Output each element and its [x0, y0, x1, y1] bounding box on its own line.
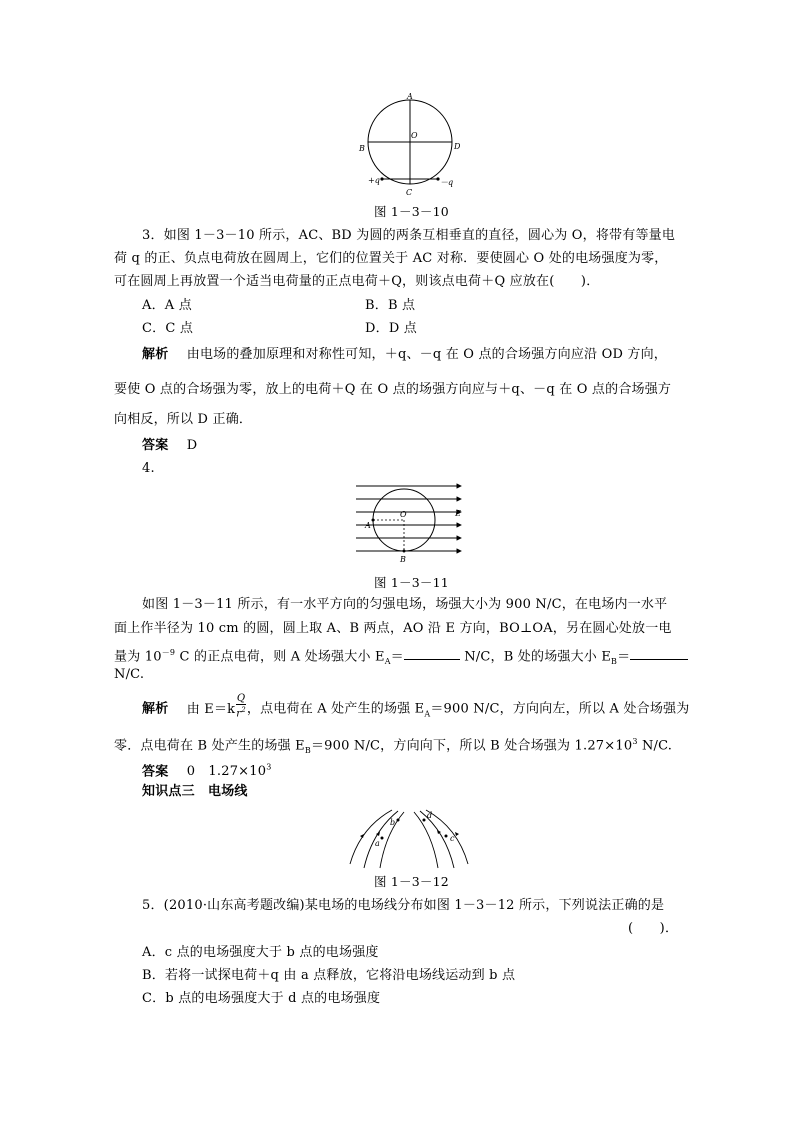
q3-line-2: 荷 q 的正、负点电荷放在圆周上，它们的位置关于 AC 对称．要使圆心 O 处的电场强度为零， [114, 251, 668, 266]
label-d: D [454, 142, 461, 151]
q3-line-3: 可在圆周上再放置一个适当电荷量的正点电荷＋Q，则该点电荷＋Q 应放在( )． [114, 274, 600, 289]
q4-line-2: 面上作半径为 10 cm 的圆，圆上取 A、B 两点，AO 沿 E 方向，BO⊥OA，另在圆心处放一电 [114, 621, 672, 636]
point-c-dot [445, 835, 448, 838]
point-a-dot [381, 837, 384, 840]
label-e: E [455, 509, 461, 518]
q4-analysis-label: 解析 [142, 701, 169, 717]
q3-line-1: 3．如图 1－3－10 所示，AC、BD 为圆的两条互相垂直的直径，圆心为 O，将带有等量电 [142, 228, 676, 243]
point-a-dot [372, 519, 375, 522]
q4-line-4: N/C. [114, 667, 145, 682]
q4-analysis-line-1: 解析 由 E＝k $\frac{Q}{r^2}$ ，点电荷在 A 处产生的场强 $E_A=900$ N/C，方向向左，所以 A 处合场强为 [142, 693, 690, 720]
q4-line-1: 如图 1－3－11 所示，有一水平方向的匀强电场，场强大小为 900 N/C，在电场内一水平 [142, 597, 668, 612]
figure-1-3-12 [344, 806, 474, 870]
label-c: c [450, 834, 455, 843]
q4-line-3: 量为 $10^{-9}$ C 的正点电荷，则 A 处场强大小 $E_A= N/C$，B 处的场强大小 $E_B=$ [114, 644, 688, 671]
q3-analysis-line-2: 要使 O 点的合场强为零，放上的电荷＋Q 在 O 点的场强方向应与＋q、－q 在 O 点的合场强方 [114, 382, 672, 397]
label-plus-q: +q [368, 176, 380, 185]
caption-fig-1-3-10: 图 1－3－10 [374, 204, 449, 219]
blank-ea[interactable] [404, 647, 460, 660]
q3-answer [142, 437, 197, 455]
label-a: A [407, 92, 413, 101]
q3-option-d: D．D 点 [365, 321, 417, 336]
label-a: a [375, 839, 380, 848]
q5-bracket: ( )． [628, 921, 679, 936]
point-d-dot [423, 819, 426, 822]
label-b: B [359, 144, 365, 153]
q5-line-1: 5．(2010·山东高考题改编)某电场的电场线分布如图 1－3－12 所示，下列说法正确的是 [142, 898, 665, 913]
field-line-left-1 [350, 810, 392, 864]
q3-analysis-line-3: 向相反，所以 D 正确． [114, 412, 253, 427]
fraction-q-r2: $\frac{Q}{r^2}$ [236, 693, 246, 720]
point-b-dot [403, 550, 406, 553]
q4-answer-value: 0 $1.27\times 10^3$ [186, 763, 272, 780]
label-o: O [411, 131, 418, 140]
label-minus-q: －q [440, 178, 454, 187]
arrow-4 [455, 832, 459, 836]
blank-eb[interactable] [630, 647, 688, 660]
q4-answer-label: 答案 [142, 764, 169, 780]
q5-option-b: B．若将一试探电荷＋q 由 a 点释放，它将沿电场线运动到 b 点 [142, 968, 516, 983]
label-b: b [390, 818, 396, 827]
label-b: B [400, 555, 406, 564]
q4-answer [142, 759, 272, 781]
label-a: A [365, 521, 371, 530]
q3-answer-value: D [186, 438, 198, 453]
field-line-right-1 [414, 812, 438, 868]
section-title: 知识点三 电场线 [142, 784, 248, 799]
label-o: O [400, 510, 407, 519]
q3-analysis-line-1: 解析 由电场的叠加原理和对称性可知，＋q、－q 在 O 点的合场强方向应沿 OD 方向， [142, 347, 667, 362]
figure-1-3-11 [348, 480, 473, 570]
caption-fig-1-3-12: 图 1－3－12 [374, 874, 449, 889]
charge-positive-dot [380, 177, 383, 180]
point-b-dot [397, 819, 400, 822]
q5-option-c: C．b 点的电场强度大于 d 点的电场强度 [142, 991, 381, 1006]
label-d: d [427, 811, 433, 820]
q5-option-a: A．c 点的电场强度大于 b 点的电场强度 [142, 945, 379, 960]
q3-analysis-label: 解析 [142, 347, 169, 362]
q3-option-b: B．B 点 [365, 298, 416, 313]
label-c: C [406, 188, 413, 197]
q3-option-a: A．A 点 [142, 298, 192, 313]
q4-number: 4. [142, 461, 155, 476]
figure-1-3-10 [355, 92, 465, 198]
caption-fig-1-3-11: 图 1－3－11 [374, 575, 449, 590]
q4-analysis-line-2: 零．点电荷在 B 处产生的场强 $E_B=900$ N/C，方向向下，所以 B 处合场强为 $1.27\times 10^3$ N/C. [114, 737, 673, 755]
q3-answer-label: 答案 [142, 438, 169, 453]
q3-option-c: C．C 点 [142, 321, 194, 336]
